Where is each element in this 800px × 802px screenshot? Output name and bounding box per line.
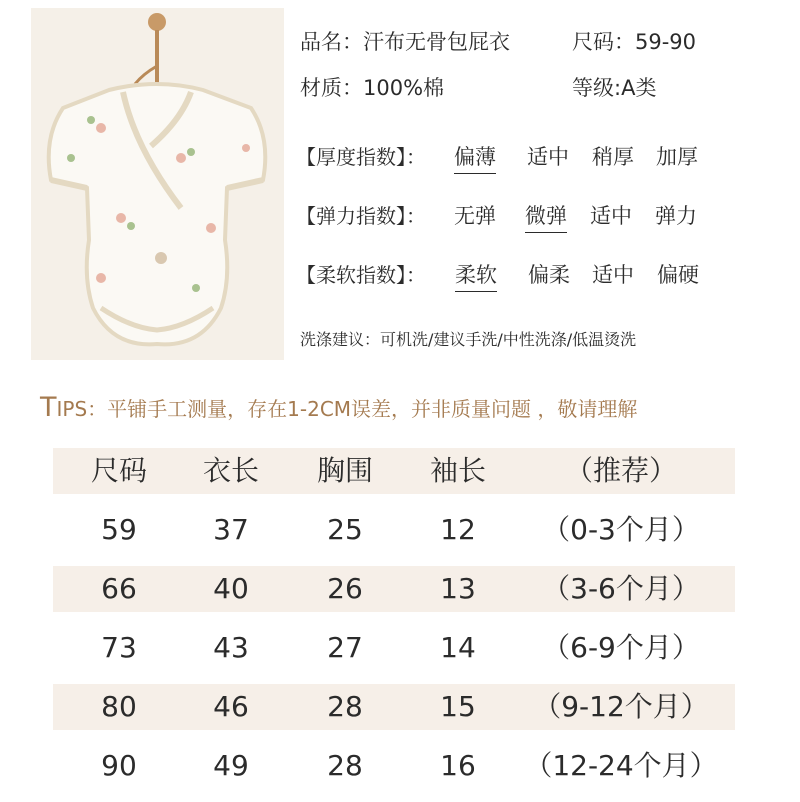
- tips-text: IPS：平铺手工测量，存在1-2CM误差，并非质量问题 ，敬请理解: [56, 397, 638, 421]
- cell-recommended: （0-3个月）: [542, 513, 700, 546]
- product-info: [0, 0, 800, 360]
- table-row: [53, 507, 735, 553]
- product-size-range: 尺码：59-90: [572, 30, 697, 54]
- product-material: 材质：100%棉: [300, 76, 445, 100]
- header-recommended: （推荐）: [564, 454, 677, 487]
- cell-chest: 26: [327, 572, 363, 605]
- elasticity-option: 无弹: [454, 204, 496, 228]
- thickness-option: 加厚: [656, 145, 698, 169]
- table-row: [53, 625, 735, 671]
- cell-length: 37: [213, 513, 249, 546]
- header-size: 尺码: [90, 454, 147, 487]
- table-header-row: [53, 448, 735, 494]
- cell-size: 80: [101, 690, 137, 723]
- product-name: 品名：汗布无骨包屁衣: [300, 30, 510, 54]
- cell-size: 73: [101, 631, 137, 664]
- header-length: 衣长: [202, 454, 259, 487]
- cell-size: 66: [101, 572, 137, 605]
- cell-recommended: （6-9个月）: [542, 631, 700, 664]
- thickness-option: 适中: [527, 145, 569, 169]
- cell-sleeve: 16: [440, 749, 476, 782]
- table-row: [53, 743, 735, 789]
- softness-option: 偏硬: [657, 263, 699, 287]
- wash-advice: 洗涤建议：可机洗/建议手洗/中性洗涤/低温烫洗: [300, 330, 637, 349]
- cell-size: 59: [101, 513, 137, 546]
- table-row: [53, 684, 735, 730]
- elasticity-option: 弹力: [655, 204, 697, 228]
- cell-chest: 28: [327, 690, 363, 723]
- elasticity-index-label: 【弹力指数】：: [296, 204, 426, 228]
- header-chest: 胸围: [316, 454, 373, 487]
- table-row: [53, 566, 735, 612]
- cell-size: 90: [101, 749, 137, 782]
- cell-recommended: （12-24个月）: [524, 749, 718, 782]
- cell-sleeve: 15: [440, 690, 476, 723]
- tips-initial: T: [40, 392, 57, 423]
- cell-recommended: （9-12个月）: [533, 690, 709, 723]
- elasticity-option-selected: 微弹: [525, 200, 567, 233]
- product-grade: 等级:A类: [572, 76, 657, 100]
- softness-index-label: 【柔软指数】：: [296, 263, 426, 287]
- cell-chest: 25: [327, 513, 363, 546]
- elasticity-option: 适中: [590, 204, 632, 228]
- cell-sleeve: 13: [440, 572, 476, 605]
- cell-sleeve: 14: [440, 631, 476, 664]
- cell-length: 49: [213, 749, 249, 782]
- thickness-index-label: 【厚度指数】：: [296, 145, 426, 169]
- cell-length: 40: [213, 572, 249, 605]
- thickness-option-selected: 偏薄: [454, 141, 496, 174]
- softness-option-selected: 柔软: [455, 259, 497, 292]
- header-sleeve: 袖长: [429, 454, 486, 487]
- size-table: [53, 448, 735, 802]
- cell-length: 43: [213, 631, 249, 664]
- cell-sleeve: 12: [440, 513, 476, 546]
- softness-option: 适中: [592, 263, 634, 287]
- cell-chest: 28: [327, 749, 363, 782]
- cell-chest: 27: [327, 631, 363, 664]
- softness-option: 偏柔: [528, 263, 570, 287]
- thickness-option: 稍厚: [592, 145, 634, 169]
- cell-recommended: （3-6个月）: [542, 572, 700, 605]
- tips-note: [40, 392, 637, 423]
- cell-length: 46: [213, 690, 249, 723]
